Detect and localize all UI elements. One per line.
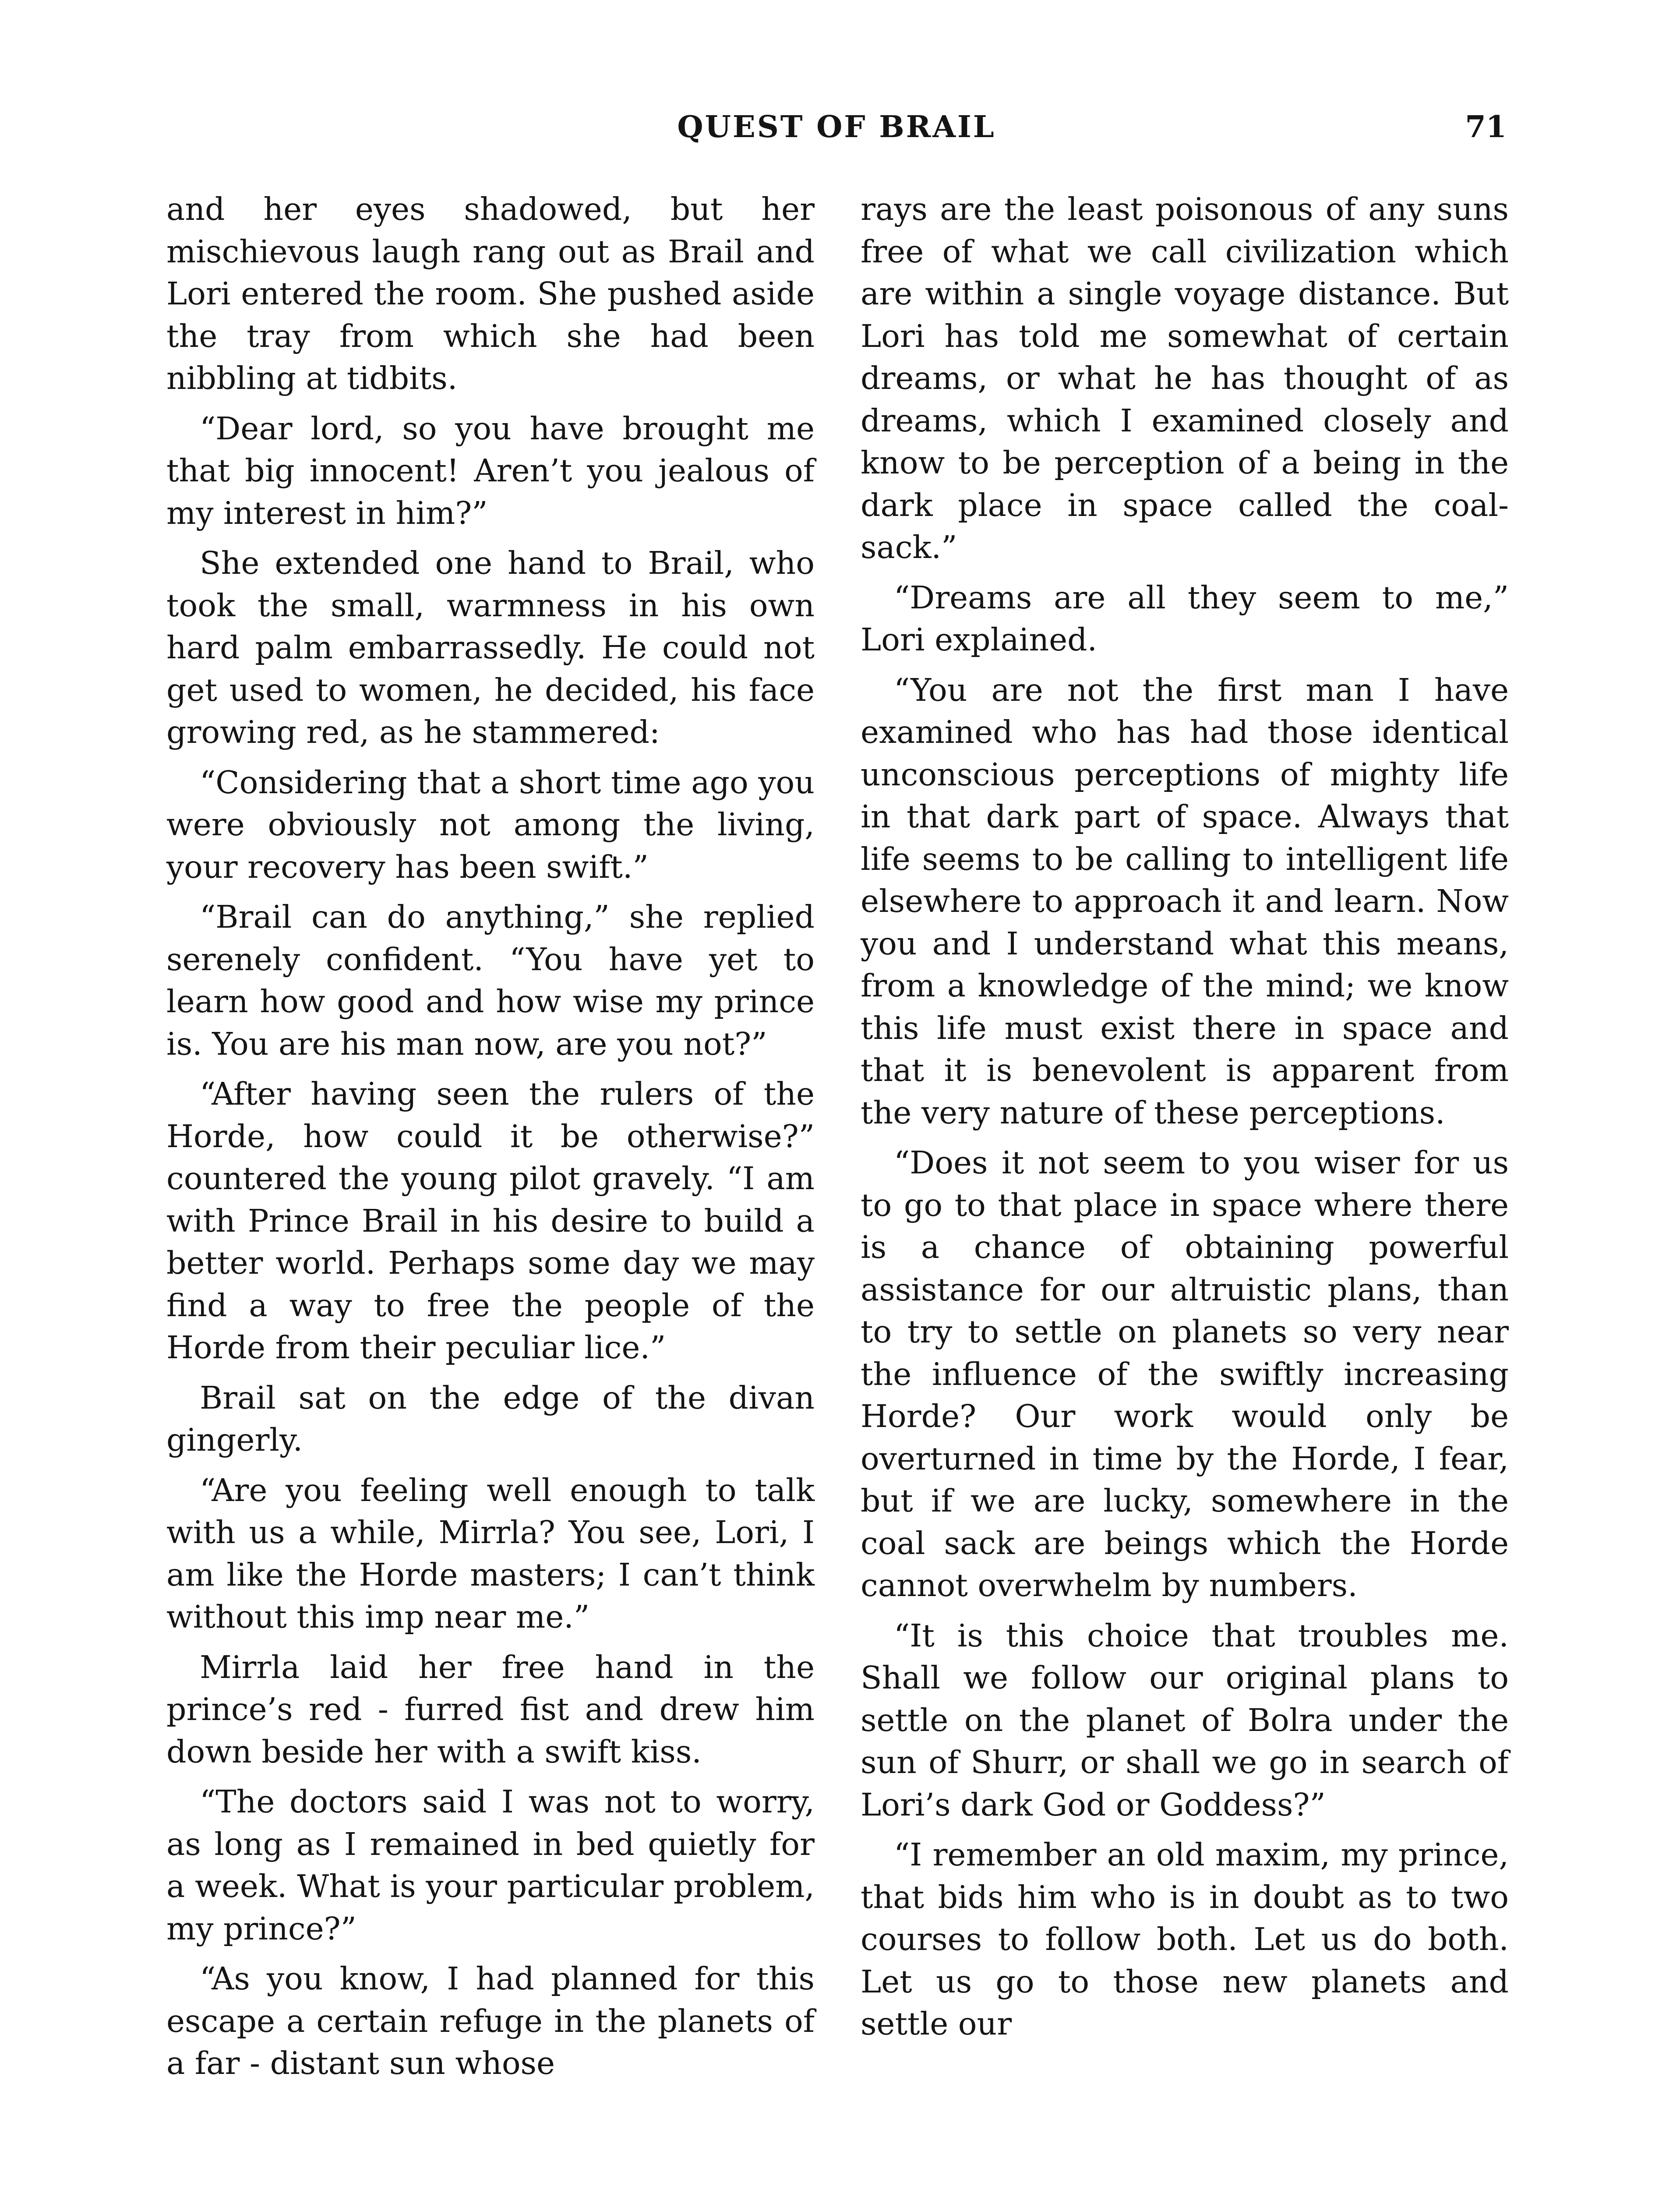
paragraph: Brail sat on the edge of the divan gingerly. [166, 1379, 815, 1458]
paragraph: “I remember an old maxim, my prince, that bids him who is in doubt as to two courses to follow both. Let us do both. Let us go to those new planets and settle our [861, 1837, 1509, 2042]
paragraph: She extended one hand to Brail, who took the small, warmness in his own hard palm embarrassedly. He could not get used to women, he decided, his face growing red, as he stammered: [166, 545, 815, 750]
left-column [166, 188, 815, 2093]
paragraph: “After having seen the rulers of the Horde, how could it be otherwise?” countered the young pilot gravely. “I am with Prince Brail in his desire to build a better world. Perhaps some day we may find a way to free the people of the Horde from their peculiar lice.” [166, 1076, 815, 1366]
right-column [861, 188, 1509, 2053]
running-title: QUEST OF BRAIL [677, 110, 996, 145]
paragraph: “Considering that a short time ago you were obviously not among the living, your recovery has been swift.” [166, 764, 815, 885]
paragraph: “Are you feeling well enough to talk with us a while, Mirrla? You see, Lori, I am like the Horde masters; I can’t think without this imp near me.” [166, 1472, 815, 1635]
paragraph: “Dreams are all they seem to me,” Lori explained. [861, 579, 1509, 658]
paragraph: “As you know, I had planned for this escape a certain refuge in the planets of a far - distant sun whose [166, 1960, 815, 2081]
paragraph: “It is this choice that troubles me. Shall we follow our original plans to settle on the planet of Bolra under the sun of Shurr, or shall we go in search of Lori’s dark God or Goddess?” [861, 1617, 1509, 1823]
paragraph: Mirrla laid her free hand in the prince’s red - furred fist and drew him down beside her with a swift kiss. [166, 1649, 815, 1770]
paragraph: and her eyes shadowed, but her mischievous laugh rang out as Brail and Lori entered the room. She pushed aside the tray from which she had been nibbling at tidbits. [166, 191, 815, 396]
page-number: 71 [1465, 110, 1507, 145]
paragraph: “You are not the first man I have examined who has had those identical unconscious perceptions of mighty life in that dark part of space. Always that life seems to be calling to intelligent life elsewhere to approach it and learn. Now you and I understand what this means, from a knowledge of the mind; we know this life must exist there in space and that it is benevolent is apparent from the very nature of these perceptions. [861, 671, 1509, 1131]
paragraph: “Does it not seem to you wiser for us to go to that place in space where there is a chance of obtaining powerful assistance for our altruistic plans, than to try to settle on planets so very near the influence of the swiftly increasing Horde? Our work would only be overturned in time by the Horde, I fear, but if we are lucky, somewhere in the coal sack are beings which the Horde cannot overwhelm by numbers. [861, 1144, 1509, 1604]
paragraph: rays are the least poisonous of any suns free of what we call civilization which are within a single voyage distance. But Lori has told me somewhat of certain dreams, or what he has thought of as dreams, which I examined closely and know to be perception of a being in the dark place in space called the coal-sack.” [861, 191, 1509, 565]
paragraph: “Dear lord, so you have brought me that big innocent! Aren’t you jealous of my interest in him?” [166, 410, 815, 531]
paragraph: “Brail can do anything,” she replied serenely confident. “You have yet to learn how good and how wise my prince is. You are his man now, are you not?” [166, 899, 815, 1062]
paragraph: “The doctors said I was not to worry, as long as I remained in bed quietly for a week. What is your particular problem, my prince?” [166, 1784, 815, 1947]
page-header [166, 103, 1507, 151]
